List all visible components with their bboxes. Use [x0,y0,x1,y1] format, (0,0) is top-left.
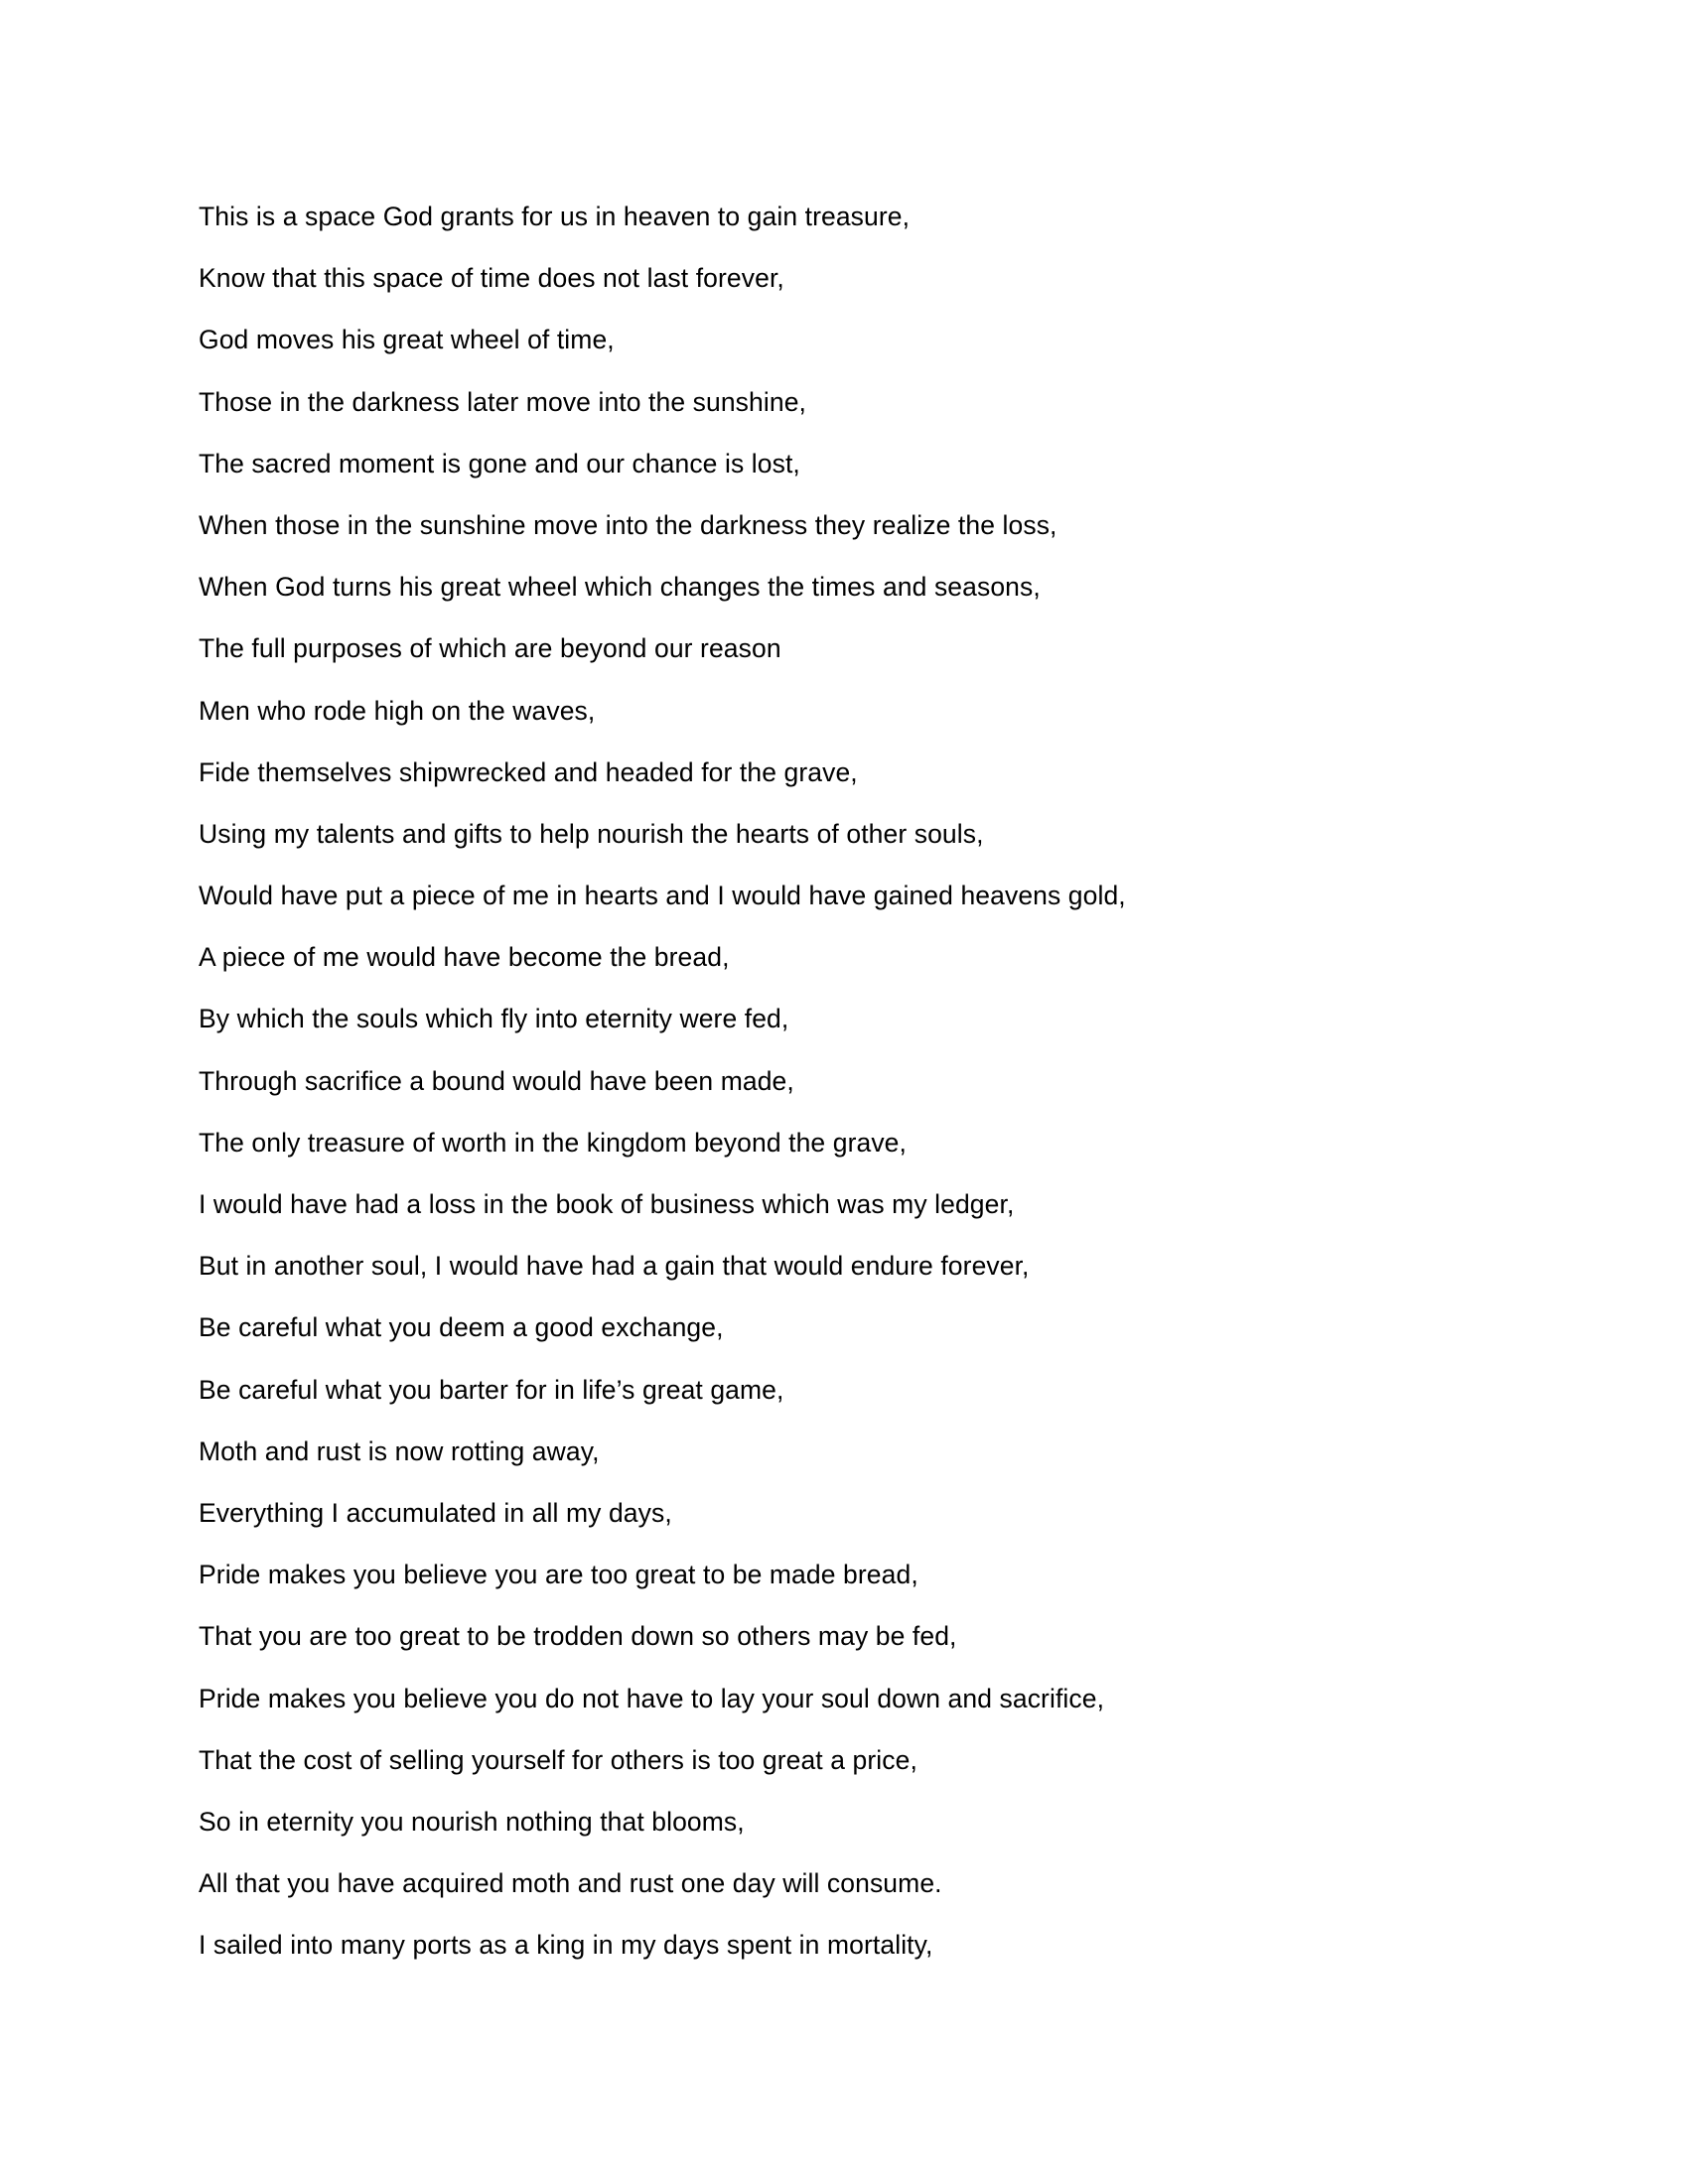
poem-line: Be careful what you deem a good exchange, [199,1312,724,1343]
poem-line: A piece of me would have become the bread, [199,942,730,973]
poem-line: Be careful what you barter for in life’s great game, [199,1374,784,1405]
poem-line: That you are too great to be trodden down so others may be fed, [199,1621,957,1652]
poem-line: By which the souls which fly into eternity were fed, [199,1004,789,1034]
poem-line: So in eternity you nourish nothing that blooms, [199,1806,745,1837]
poem-line: Would have put a piece of me in hearts and I would have gained heavens gold, [199,881,1126,911]
poem-line: This is a space God grants for us in heaven to gain treasure, [199,202,911,231]
poem-line: When those in the sunshine move into the darkness they realize the loss, [199,509,1057,540]
poem-text [199,196,1549,1985]
poem-line: I sailed into many ports as a king in my days spent in mortality, [199,1930,933,1961]
poem-line: God moves his great wheel of time, [199,325,615,355]
poem-line: That the cost of selling yourself for others is too great a price, [199,1744,917,1775]
poem-line: Pride makes you believe you do not have to lay your soul down and sacrifice, [199,1683,1105,1713]
poem-line: The only treasure of worth in the kingdom beyond the grave, [199,1127,907,1158]
poem-line: Through sacrifice a bound would have been made, [199,1065,794,1096]
poem-line: Know that this space of time does not last forever, [199,263,784,294]
poem-line: Men who rode high on the waves, [199,695,596,726]
poem-line: Fide themselves shipwrecked and headed for the grave, [199,756,858,787]
poem-line: Everything I accumulated in all my days, [199,1497,672,1528]
poem-line: Pride makes you believe you are too great to be made bread, [199,1560,918,1590]
poem-line: When God turns his great wheel which changes the times and seasons, [199,572,1041,603]
poem-line: Moth and rust is now rotting away, [199,1435,600,1466]
poem-line: The sacred moment is gone and our chance is lost, [199,448,800,478]
poem-line: But in another soul, I would have had a gain that would endure forever, [199,1251,1030,1282]
poem-line: The full purposes of which are beyond our reason [199,633,781,664]
poem-line: All that you have acquired moth and rust one day will consume. [199,1868,942,1899]
poem-line: Those in the darkness later move into the sunshine, [199,386,806,417]
poem-line: I would have had a loss in the book of business which was my ledger, [199,1189,1015,1219]
poem-line: Using my talents and gifts to help nourish the hearts of other souls, [199,818,984,849]
